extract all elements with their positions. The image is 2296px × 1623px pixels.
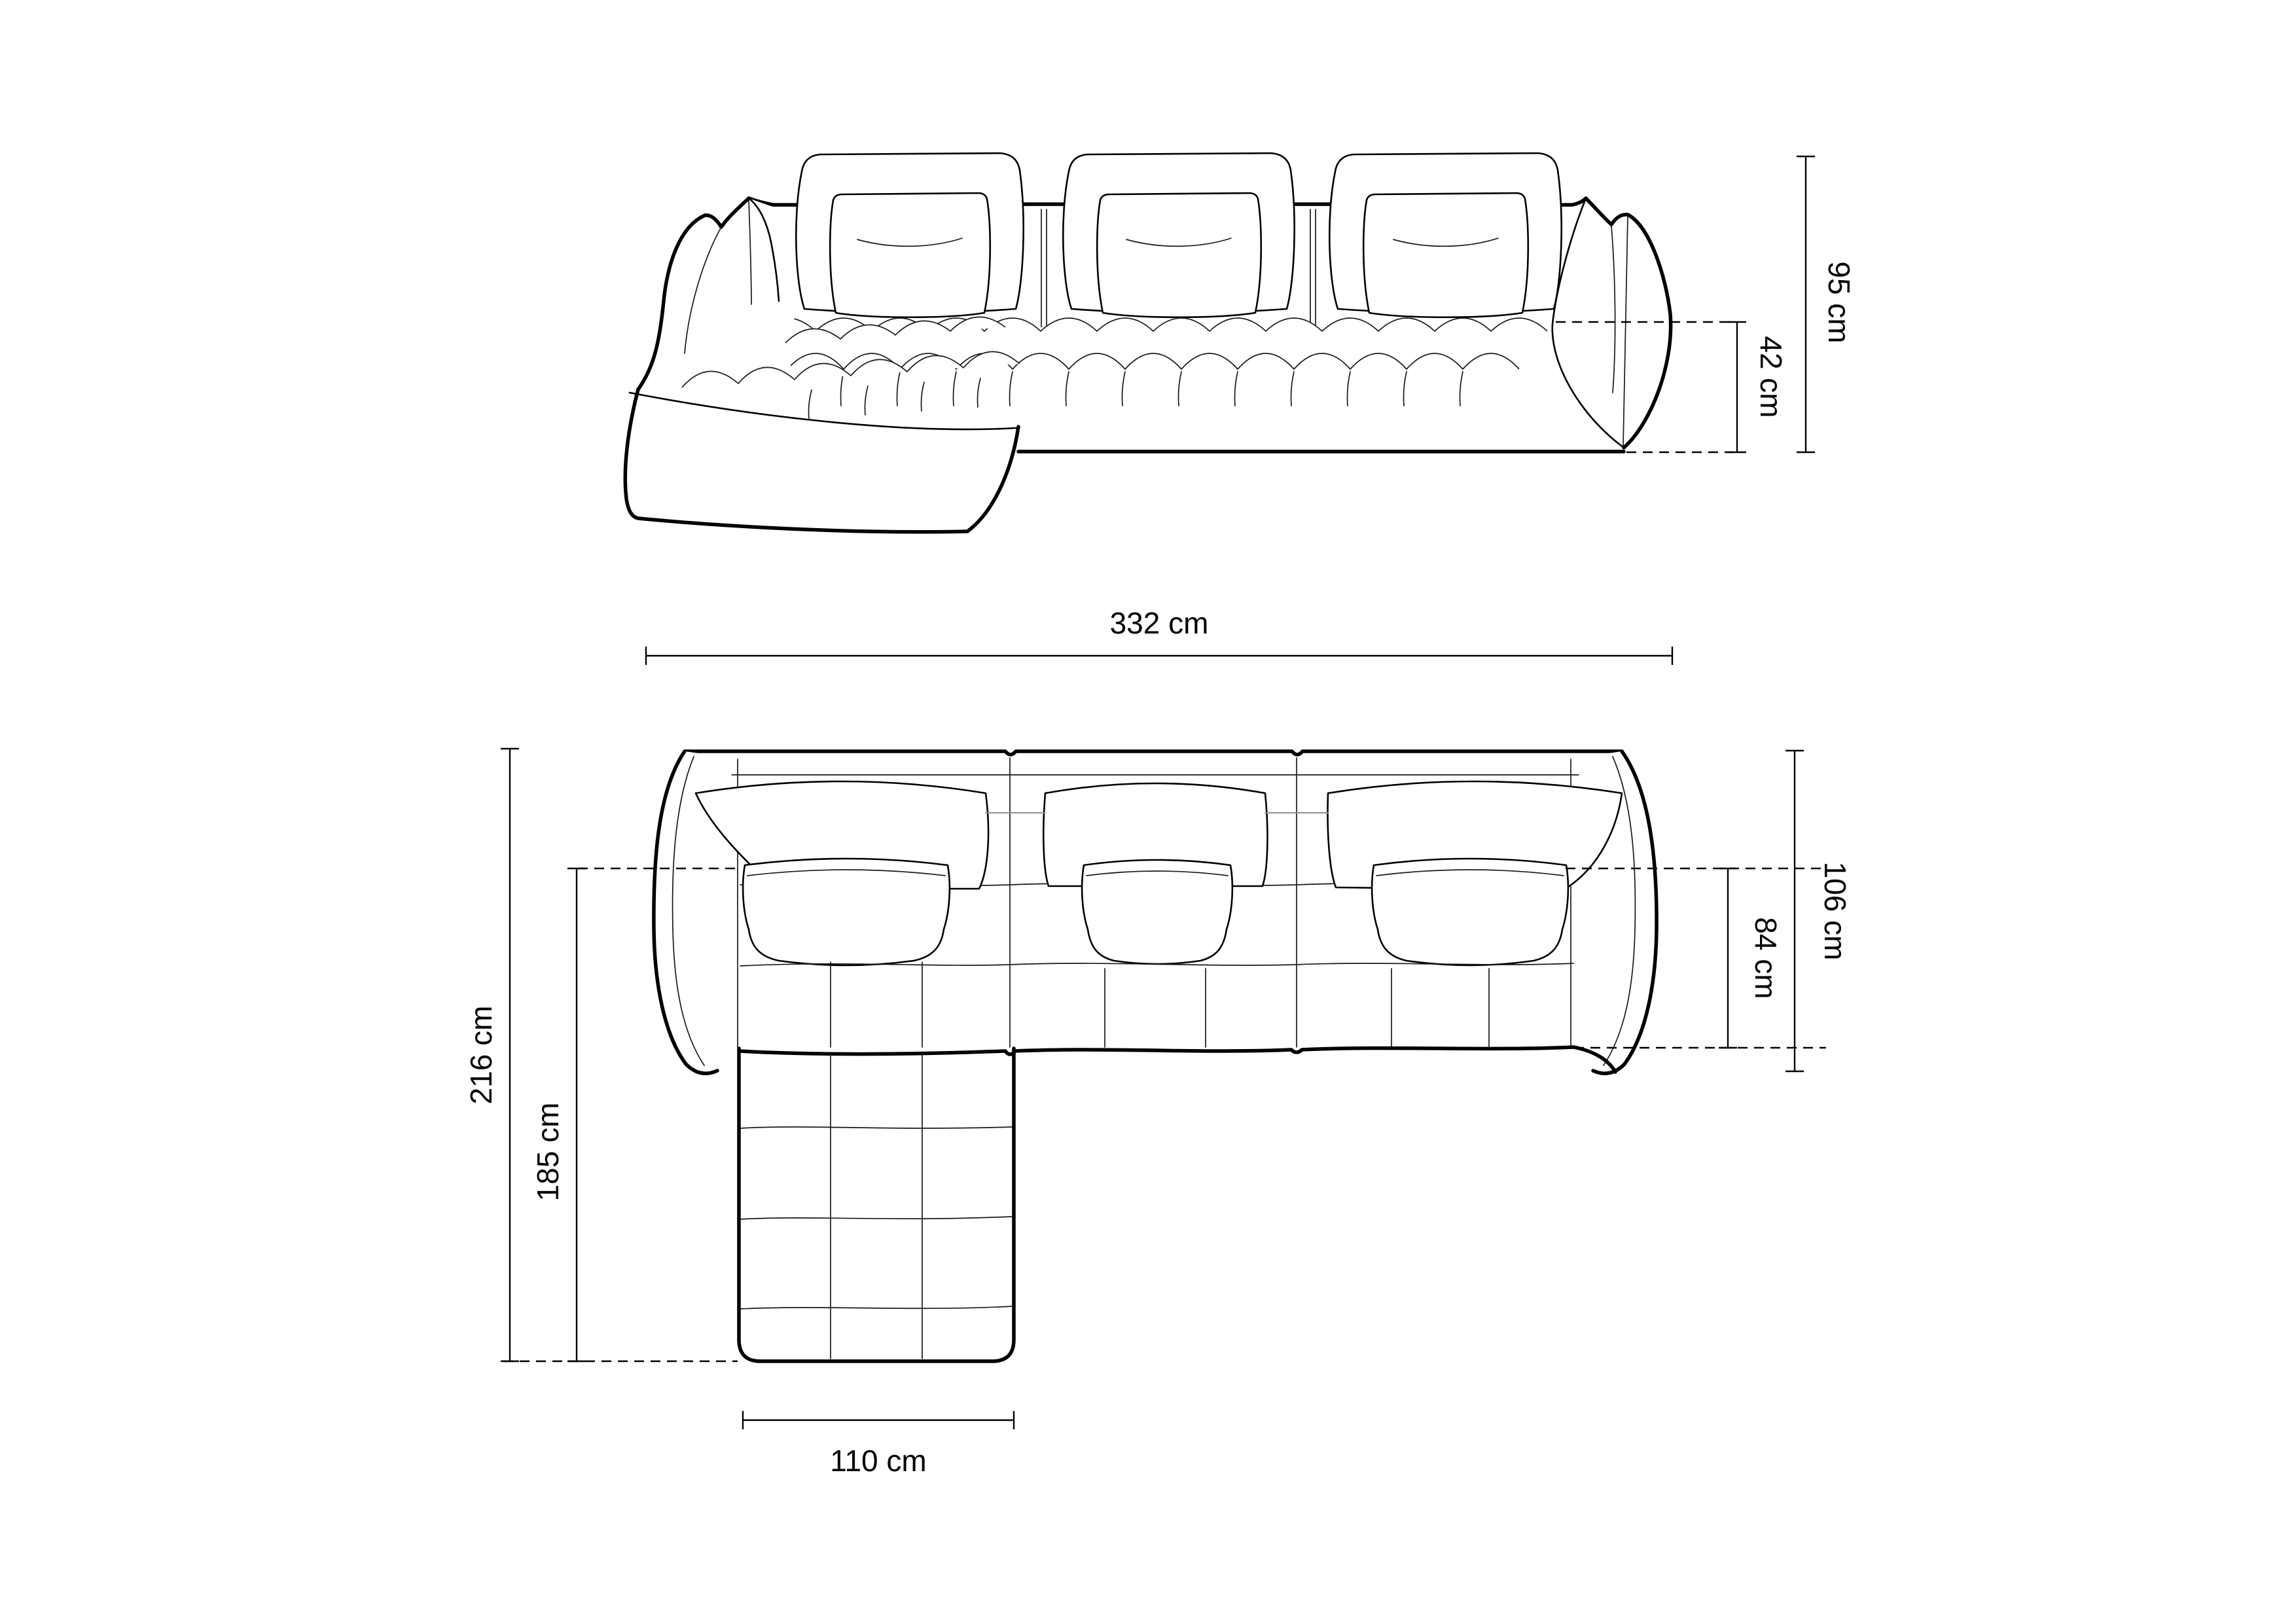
plan-chaise-body <box>739 1048 1014 1361</box>
dimension-total-depth <box>464 749 519 1361</box>
back-pillow-middle <box>1097 193 1261 317</box>
plan-head-cushion-middle <box>1082 860 1232 964</box>
dimension-chaise-width <box>743 1411 1014 1478</box>
dimension-line-42 <box>1728 322 1746 452</box>
dimension-label-84cm: 84 cm <box>1748 917 1783 999</box>
dimension-line-106 <box>1785 751 1804 1071</box>
dimension-line-110 <box>743 1411 1014 1429</box>
plan-seat-verticals <box>831 962 1489 1047</box>
dimension-line-332 <box>646 647 1672 665</box>
back-pillows <box>830 193 1528 317</box>
dimension-chaise-depth <box>531 868 586 1361</box>
dimension-label-216cm: 216 cm <box>464 1005 499 1105</box>
plan-back-edge <box>685 751 1622 755</box>
dimension-body-depth <box>1785 751 1852 1071</box>
left-armrest <box>634 198 795 432</box>
plan-chaise <box>739 1047 1615 1361</box>
back-pillow-left <box>830 193 990 317</box>
front-elevation-view <box>625 153 1856 532</box>
dimension-usable-depth <box>1719 868 1783 1048</box>
dimension-label-110cm: 110 cm <box>830 1444 927 1478</box>
dimension-line-95 <box>1797 156 1815 452</box>
dimension-total-width <box>646 606 1672 665</box>
dimension-label-332cm: 332 cm <box>1109 606 1209 640</box>
plan-head-cushion-left <box>743 859 950 965</box>
plan-head-cushion-right <box>1372 859 1568 965</box>
top-plan-view <box>464 606 1852 1478</box>
dimension-label-185cm: 185 cm <box>531 1102 565 1202</box>
dimension-line-185 <box>567 868 586 1361</box>
back-pillow-right <box>1363 193 1528 317</box>
dimension-total-height <box>1797 156 1856 452</box>
dimension-label-106cm: 106 cm <box>1818 861 1852 961</box>
plan-head-cushions <box>743 859 1568 965</box>
dimension-line-84 <box>1719 868 1737 1048</box>
dimension-line-216 <box>501 749 519 1361</box>
left-armrest-body <box>634 198 795 432</box>
dimension-seat-height <box>1728 322 1788 452</box>
dimension-label-95cm: 95 cm <box>1821 261 1856 344</box>
dimension-label-42cm: 42 cm <box>1753 336 1788 418</box>
plan-seat-grid <box>740 962 1573 1047</box>
